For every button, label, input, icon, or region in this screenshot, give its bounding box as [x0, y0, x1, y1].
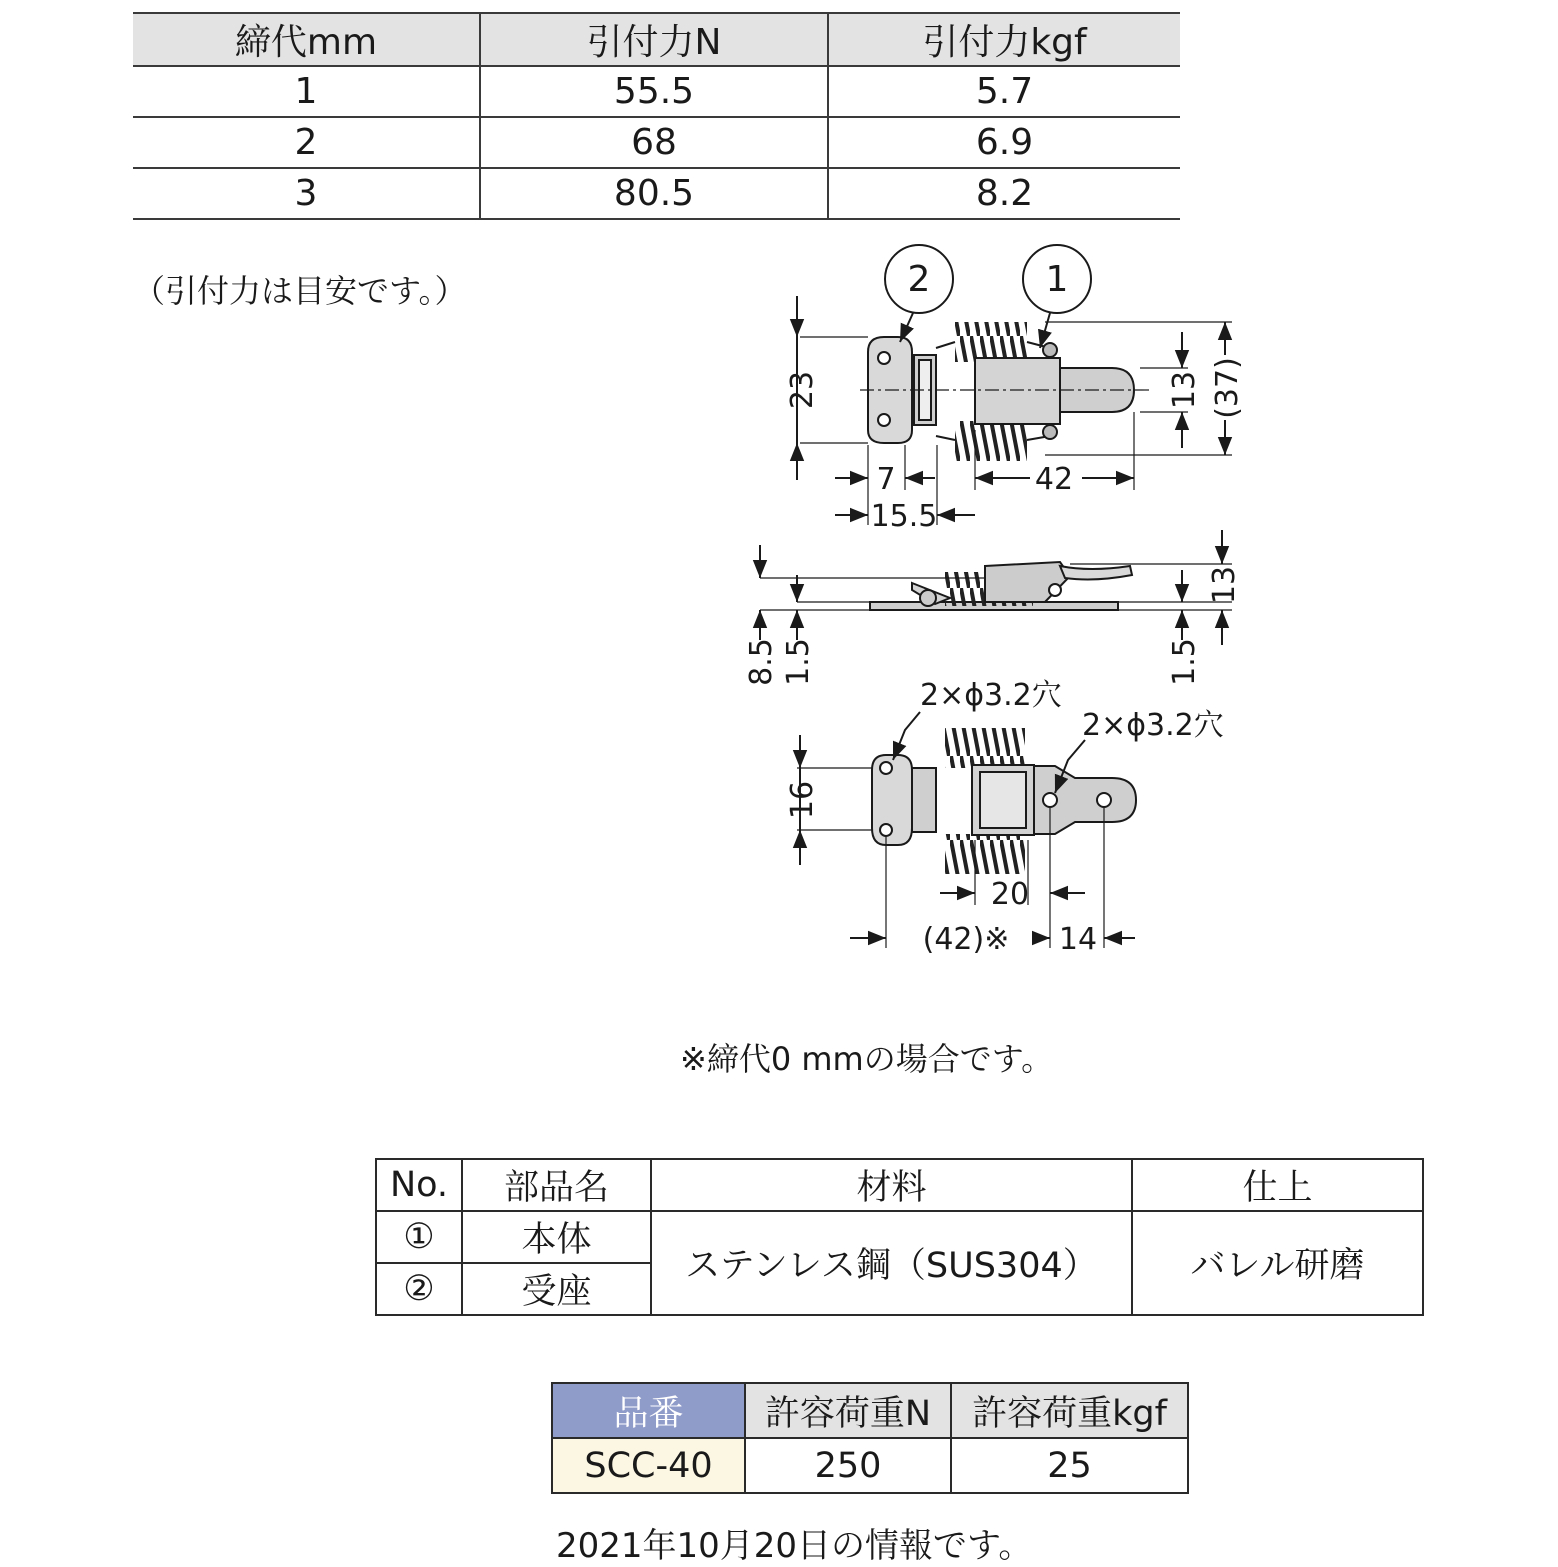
header-load-kgf: 許容荷重kgf — [951, 1383, 1188, 1438]
dim-13-side: 13 — [1207, 565, 1242, 605]
cell-no: ① — [376, 1211, 462, 1263]
bottom-view — [797, 712, 1136, 948]
dim-8-5: 8.5 — [744, 638, 779, 686]
dim-1-5-left: 1.5 — [781, 638, 816, 686]
header-load-n: 許容荷重N — [745, 1383, 951, 1438]
cell-material: ステンレス鋼（SUS304） — [651, 1211, 1132, 1315]
cell-part-name: 受座 — [462, 1263, 651, 1315]
spec-table-header — [552, 1383, 1188, 1438]
header-product-code: 品番 — [552, 1383, 745, 1438]
table-row — [552, 1438, 1188, 1493]
cell-n: 68 — [480, 117, 828, 168]
header-force-kgf: 引付力kgf — [828, 13, 1180, 66]
header-finish: 仕上 — [1132, 1159, 1423, 1211]
zero-margin-note: ※締代0 mmの場合です。 — [680, 1040, 1054, 1078]
cell-mm: 2 — [133, 117, 480, 168]
force-note: （引付力は目安です。） — [133, 272, 467, 310]
cell-finish: バレル研磨 — [1132, 1211, 1423, 1315]
dim-1-5-right: 1.5 — [1167, 638, 1202, 686]
cell-part-name: 本体 — [462, 1211, 651, 1263]
cell-load-kgf: 25 — [951, 1438, 1188, 1493]
cell-kgf: 5.7 — [828, 66, 1180, 117]
cell-no: ② — [376, 1263, 462, 1315]
dim-42-ref: (42)※ — [922, 922, 1010, 957]
dim-23: 23 — [785, 370, 820, 410]
dim-14: 14 — [1058, 922, 1098, 957]
header-material: 材料 — [651, 1159, 1132, 1211]
cell-load-n: 250 — [745, 1438, 951, 1493]
balloon-1: 1 — [1045, 259, 1069, 300]
parts-table-header — [376, 1159, 1423, 1211]
info-date-footer: 2021年10月20日の情報です。 — [556, 1526, 1033, 1566]
cell-n: 80.5 — [480, 168, 828, 219]
side-view — [760, 530, 1232, 645]
hole-label-right: 2×ϕ3.2穴 — [1082, 708, 1224, 743]
spec-table — [551, 1382, 1189, 1494]
cell-mm: 3 — [133, 168, 480, 219]
parts-table — [375, 1158, 1424, 1316]
header-force-n: 引付力N — [480, 13, 828, 66]
table-row — [376, 1211, 1423, 1263]
dim-37: (37) — [1210, 357, 1245, 419]
dim-13: 13 — [1167, 370, 1202, 410]
cell-n: 55.5 — [480, 66, 828, 117]
header-no: No. — [376, 1159, 462, 1211]
dim-7: 7 — [876, 462, 896, 497]
dim-20: 20 — [990, 877, 1030, 912]
cell-kgf: 8.2 — [828, 168, 1180, 219]
cell-kgf: 6.9 — [828, 117, 1180, 168]
header-tightening-mm: 締代mm — [133, 13, 480, 66]
balloon-2: 2 — [907, 259, 931, 300]
hole-label-left: 2×ϕ3.2穴 — [920, 678, 1062, 713]
cell-product-code: SCC-40 — [552, 1438, 745, 1493]
header-part-name: 部品名 — [462, 1159, 651, 1211]
dim-15-5: 15.5 — [870, 499, 938, 534]
cell-mm: 1 — [133, 66, 480, 117]
dim-16: 16 — [785, 780, 820, 820]
dim-42: 42 — [1034, 462, 1074, 497]
